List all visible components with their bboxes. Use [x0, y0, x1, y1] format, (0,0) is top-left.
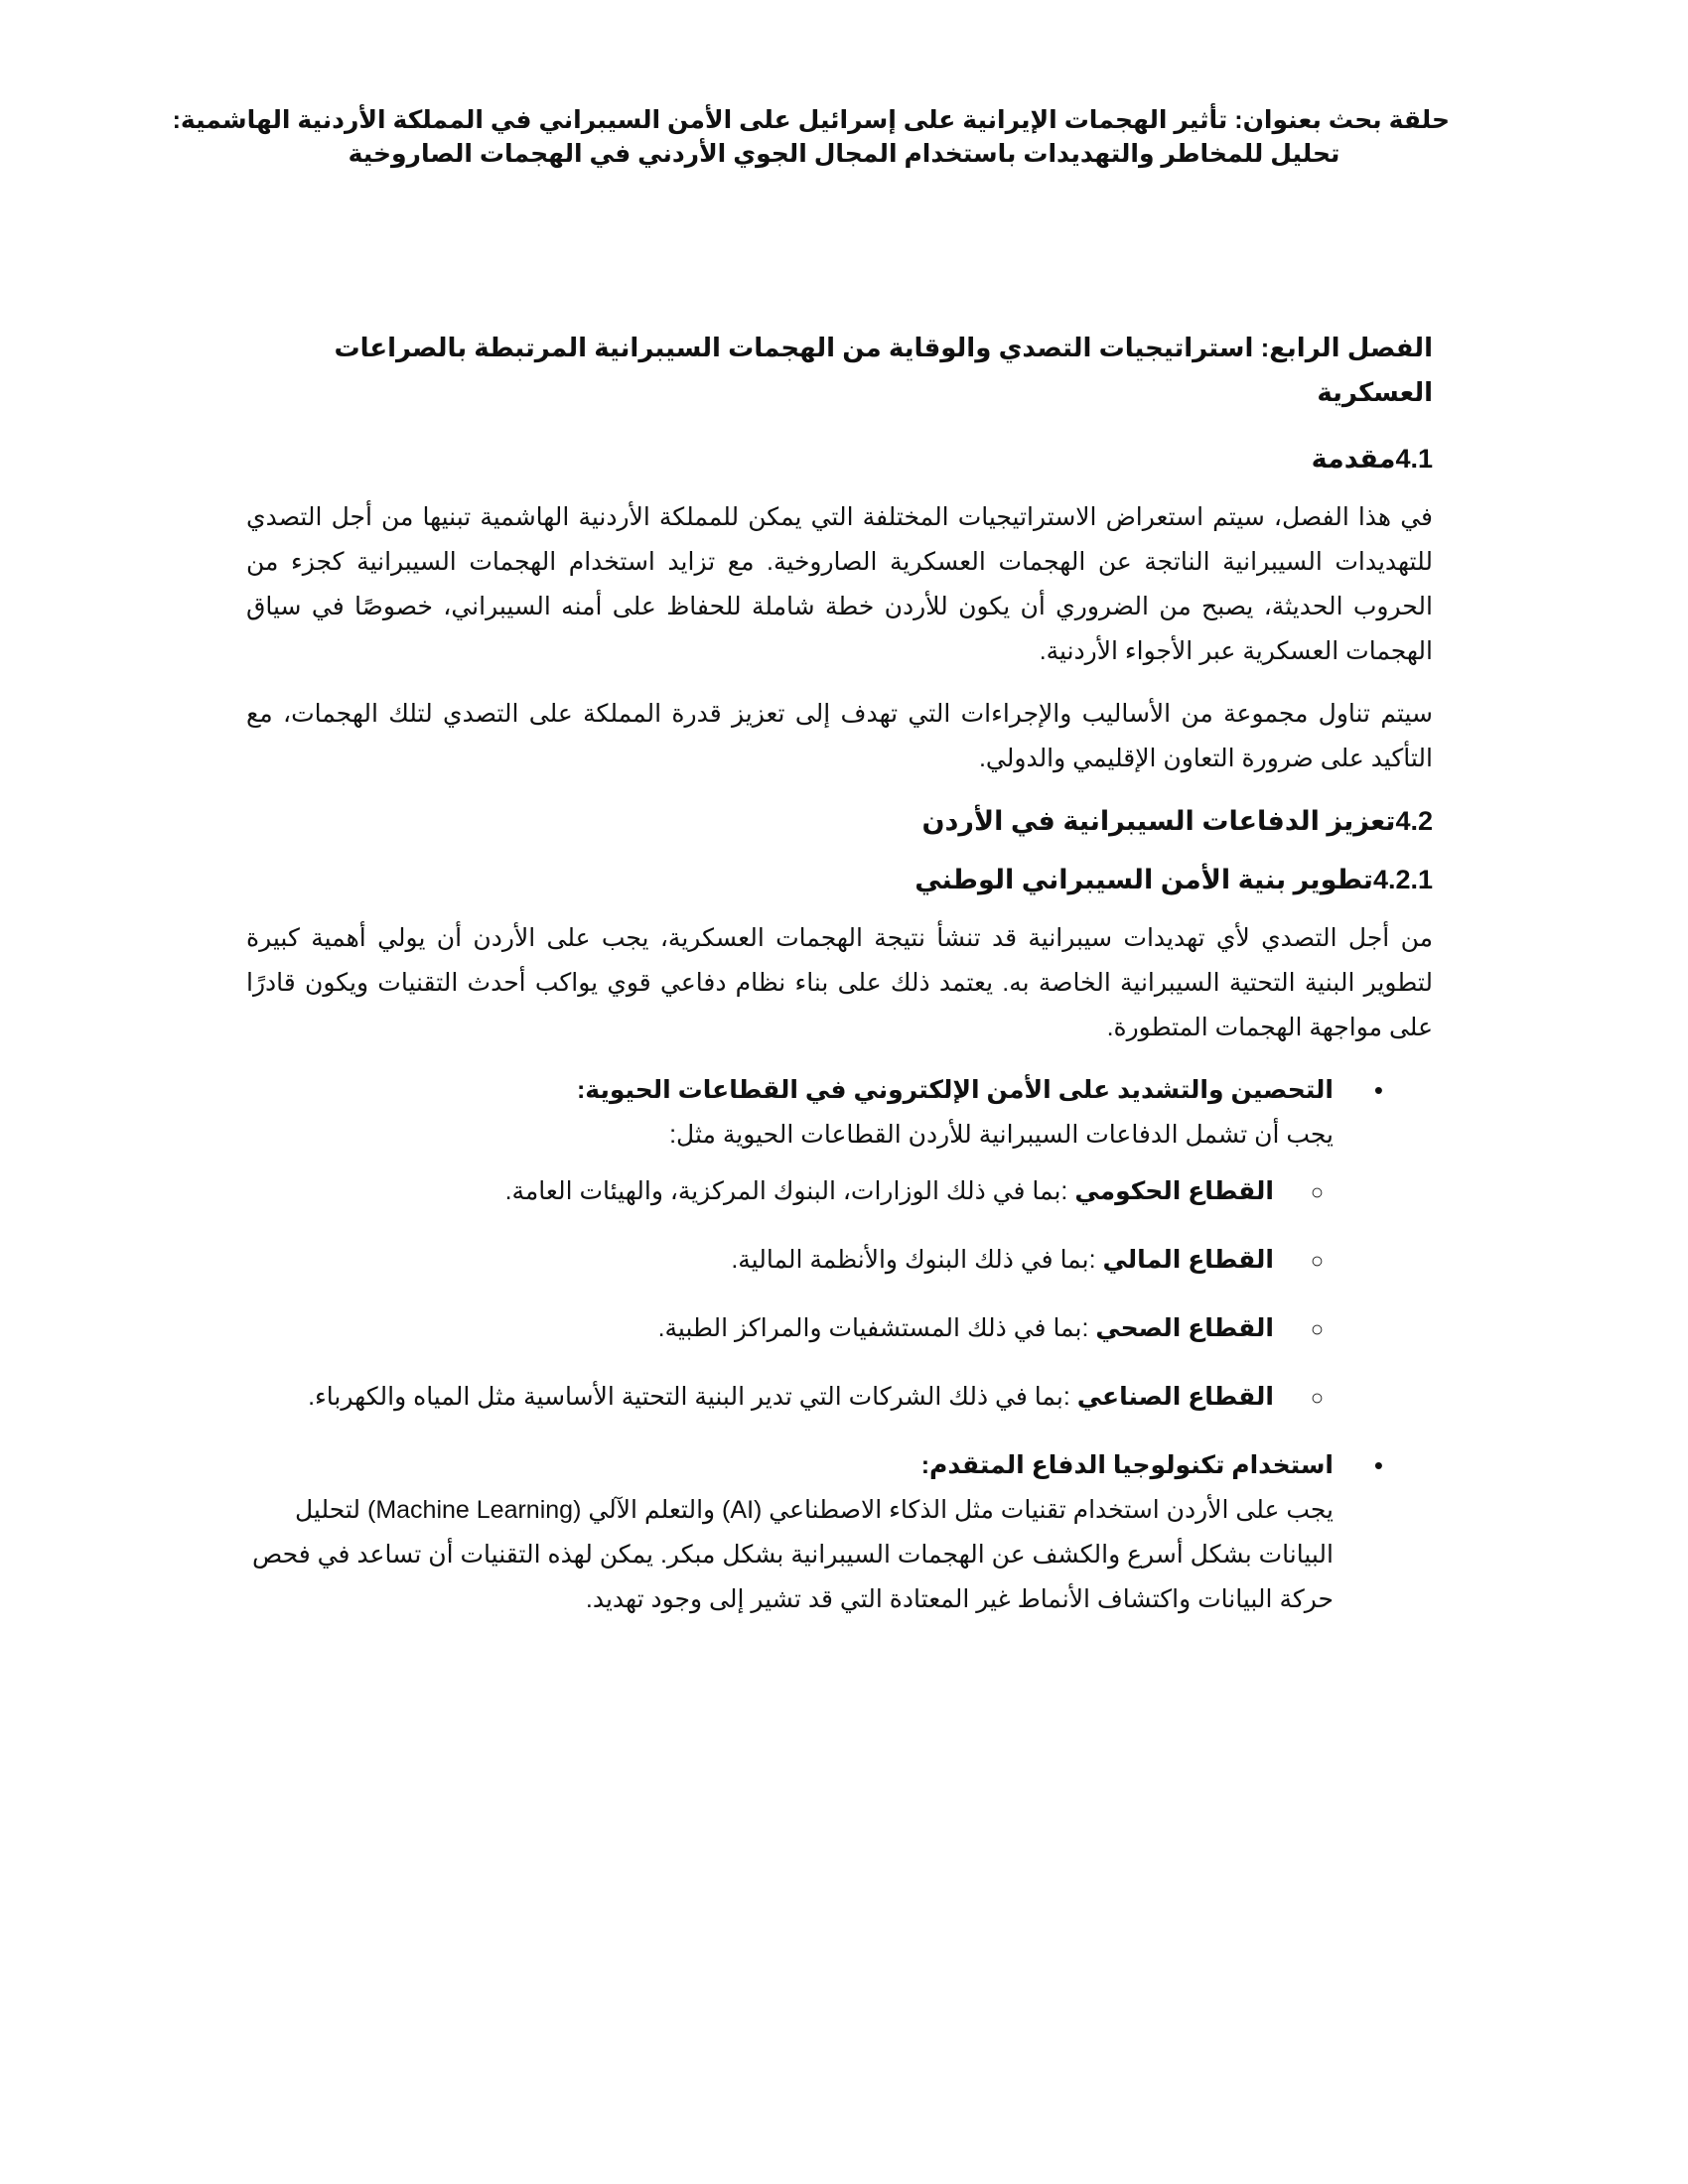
section-4-2-1-paragraph: من أجل التصدي لأي تهديدات سيبرانية قد تنشأ نتيجة الهجمات العسكرية، يجب على الأردن أن يولي أهمية كبيرة لتطوير البنية التحتية السيبرانية الخاصة به. يعتمد ذلك على بناء نظام دفاعي قوي يواكب أحدث التقنيات ويكون قادرًا على مواجهة الهجمات المتطورة.: [246, 924, 1433, 1041]
document-title: [172, 103, 1450, 171]
sector-label: القطاع الحكومي: [1074, 1177, 1274, 1205]
sector-label: القطاع الصحي: [1095, 1314, 1274, 1342]
bullet-item-1: [246, 1068, 1383, 1158]
document-body: [246, 326, 1433, 1632]
section-4-1-paragraph-2: سيتم تناول مجموعة من الأساليب والإجراءات التي تهدف إلى تعزيز قدرة المملكة على التصدي لتلك الهجمات، مع التأكيد على ضرورة التعاون الإقليمي والدولي.: [246, 700, 1433, 772]
bullet-2-heading: استخدام تكنولوجيا الدفاع المتقدم:: [920, 1451, 1334, 1479]
sector-text: :بما في ذلك الوزارات، البنوك المركزية، والهيئات العامة.: [504, 1177, 1068, 1205]
sector-item-health: [246, 1306, 1324, 1351]
sub-bullet-marker: ○: [1310, 1385, 1324, 1410]
section-4-1-heading: 4.1مقدمة: [1311, 444, 1433, 474]
section-4-2-heading: 4.2تعزيز الدفاعات السيبرانية في الأردن: [921, 806, 1433, 836]
sector-text: :بما في ذلك الشركات التي تدير البنية التحتية الأساسية مثل المياه والكهرباء.: [308, 1383, 1070, 1411]
sub-bullet-marker: ○: [1310, 1179, 1324, 1204]
sector-label: القطاع الصناعي: [1076, 1383, 1274, 1411]
sector-label: القطاع المالي: [1102, 1246, 1274, 1274]
sector-text: :بما في ذلك المستشفيات والمراكز الطبية.: [657, 1314, 1089, 1342]
bullet-marker: •: [1373, 1075, 1383, 1105]
bullet-marker: •: [1373, 1450, 1383, 1480]
sector-text: :بما في ذلك البنوك والأنظمة المالية.: [731, 1246, 1096, 1274]
title-line-1: حلقة بحث بعنوان: تأثير الهجمات الإيرانية على إسرائيل على الأمن السيبراني في المملكة الأردنية الهاشمية:: [172, 106, 1450, 134]
chapter-heading: الفصل الرابع: استراتيجيات التصدي والوقاية من الهجمات السيبرانية المرتبطة بالصراعات العسكرية: [334, 333, 1433, 407]
sector-item-government: [246, 1169, 1324, 1214]
bullet-item-2: [246, 1443, 1383, 1622]
sub-bullet-marker: ○: [1310, 1316, 1324, 1341]
bullet-2-body: يجب على الأردن استخدام تقنيات مثل الذكاء الاصطناعي (AI) والتعلم الآلي (Machine Learning) لتحليل البيانات بشكل أسرع والكشف عن الهجمات السيبرانية بشكل مبكر. يمكن لهذه التقنيات أن تساعد في فحص حركة البيانات واكتشاف الأنماط غير المعتادة التي قد تشير إلى وجود تهديد.: [252, 1496, 1334, 1613]
sector-list: [246, 1169, 1324, 1420]
sub-bullet-marker: ○: [1310, 1248, 1324, 1273]
title-line-2: تحليل للمخاطر والتهديدات باستخدام المجال الجوي الأردني في الهجمات الصاروخية: [348, 140, 1340, 168]
sector-item-financial: [246, 1238, 1324, 1283]
bullet-1-body: يجب أن تشمل الدفاعات السيبرانية للأردن القطاعات الحيوية مثل:: [669, 1121, 1334, 1149]
section-4-1-paragraph-1: في هذا الفصل، سيتم استعراض الاستراتيجيات المختلفة التي يمكن للمملكة الأردنية الهاشمية تبنيها من أجل التصدي للتهديدات السيبرانية الناتجة عن الهجمات العسكرية الصاروخية. مع تزايد استخدام الهجمات السيبرانية كجزء من الحروب الحديثة، يصبح من الضروري أن يكون للأردن خطة شاملة للحفاظ على أمنه السيبراني، خصوصًا في سياق الهجمات العسكرية عبر الأجواء الأردنية.: [246, 503, 1433, 665]
section-4-2-1-heading: 4.2.1تطوير بنية الأمن السيبراني الوطني: [914, 865, 1433, 894]
bullet-1-heading: التحصين والتشديد على الأمن الإلكتروني في القطاعات الحيوية:: [576, 1076, 1334, 1104]
sector-item-industrial: [246, 1375, 1324, 1420]
